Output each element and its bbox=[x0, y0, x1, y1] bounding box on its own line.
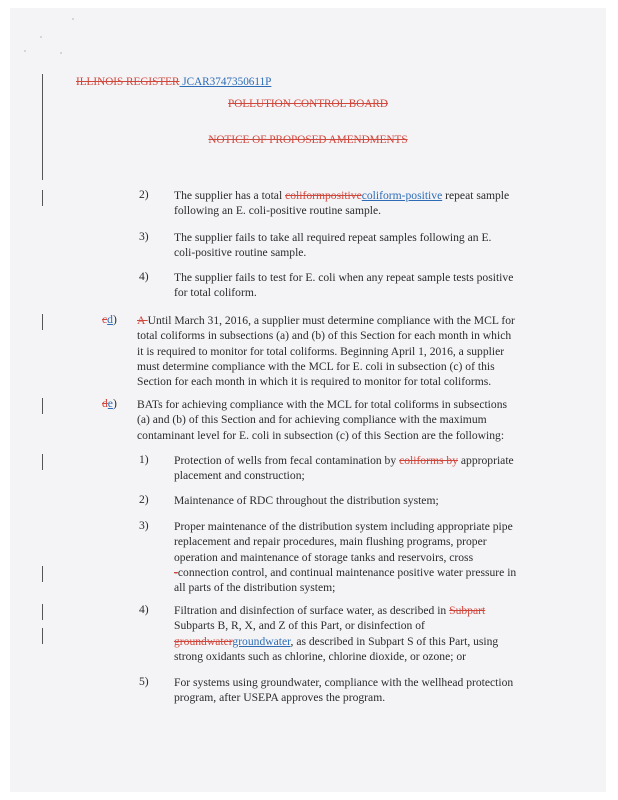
item-3-text: The supplier fails to take all required repeat samples following an E. coli-positive routine sample. bbox=[174, 231, 492, 260]
bat-3-text: Proper maintenance of the distribution system including appropriate pipe replacement and repair procedures, main flushing programs, proper operation and maintenance of storage tanks and reservoirs, cross -connection control, and continual maintenance positive water pressure in all parts of the distribution system; bbox=[174, 520, 517, 595]
bat-1-text: Protection of wells from fecal contamination by coliforms by appropriate placement and construction; bbox=[174, 454, 514, 483]
register-header bbox=[76, 76, 271, 88]
section-d-text: A Until March 31, 2016, a supplier must determine compliance with the MCL for total coliforms in subsections (a) and (b) of this Section for each month in which it is required to monitor for total coliforms. Beginning April 1, 2016, a supplier must determine compliance with the MCL for E. coli in subsection (c) of this Section for each month in which it is required to monitor for total coliforms. bbox=[137, 314, 515, 389]
notice-title: NOTICE OF PROPOSED AMENDMENTS bbox=[208, 134, 408, 146]
section-e-text: BATs for achieving compliance with the MCL for total coliforms in subsections (a) and (b) of this Section and for achieving compliance with the maximum contaminant level for E. coli in subsection (c) of this Section are the following: bbox=[137, 398, 508, 442]
change-bar bbox=[42, 454, 43, 470]
change-bar bbox=[42, 190, 43, 206]
scan-speck bbox=[60, 52, 62, 54]
change-bar bbox=[42, 628, 43, 644]
bat-number: 5) bbox=[139, 675, 149, 688]
item-number: 4) bbox=[139, 270, 149, 283]
change-bar bbox=[42, 74, 43, 180]
bat-number: 3) bbox=[139, 519, 149, 532]
item-number: 3) bbox=[139, 230, 149, 243]
document-page bbox=[10, 8, 606, 792]
change-bar bbox=[42, 314, 43, 330]
bat-number: 2) bbox=[139, 493, 149, 506]
change-bar bbox=[42, 566, 43, 582]
board-title: POLLUTION CONTROL BOARD bbox=[228, 98, 388, 110]
register-deleted: ILLINOIS REGISTER bbox=[76, 76, 180, 88]
scan-speck bbox=[72, 18, 74, 20]
bat-4-text: Filtration and disinfection of surface water, as described in Subpart Subparts B, R, X, and Z of this Part, or disinfection of groundwatergroundwater, as described in Subpart S of this Part, using strong oxidants such as chlorine, chlorine dioxide, or ozone; or bbox=[174, 604, 499, 663]
bat-5-text: For systems using groundwater, compliance with the wellhead protection program, after USEPA approves the program. bbox=[174, 676, 514, 705]
bat-number: 1) bbox=[139, 453, 149, 466]
scan-speck bbox=[40, 36, 42, 38]
change-bar bbox=[42, 398, 43, 414]
bat-2-text: Maintenance of RDC throughout the distribution system; bbox=[174, 494, 439, 507]
bat-number: 4) bbox=[139, 603, 149, 616]
scan-speck bbox=[24, 50, 26, 52]
section-d-label: cd) bbox=[102, 313, 117, 326]
section-e-label: de) bbox=[102, 397, 117, 410]
item-4-text: The supplier fails to test for E. coli when any repeat sample tests positive for total coliform. bbox=[174, 271, 514, 300]
change-bar bbox=[42, 604, 43, 620]
register-inserted: JCAR3747350611P bbox=[179, 76, 272, 88]
item-2-text: The supplier has a total coliformpositivecoliform-positive repeat sample following an E. coli-positive routine sample. bbox=[174, 189, 510, 218]
item-number: 2) bbox=[139, 188, 149, 201]
